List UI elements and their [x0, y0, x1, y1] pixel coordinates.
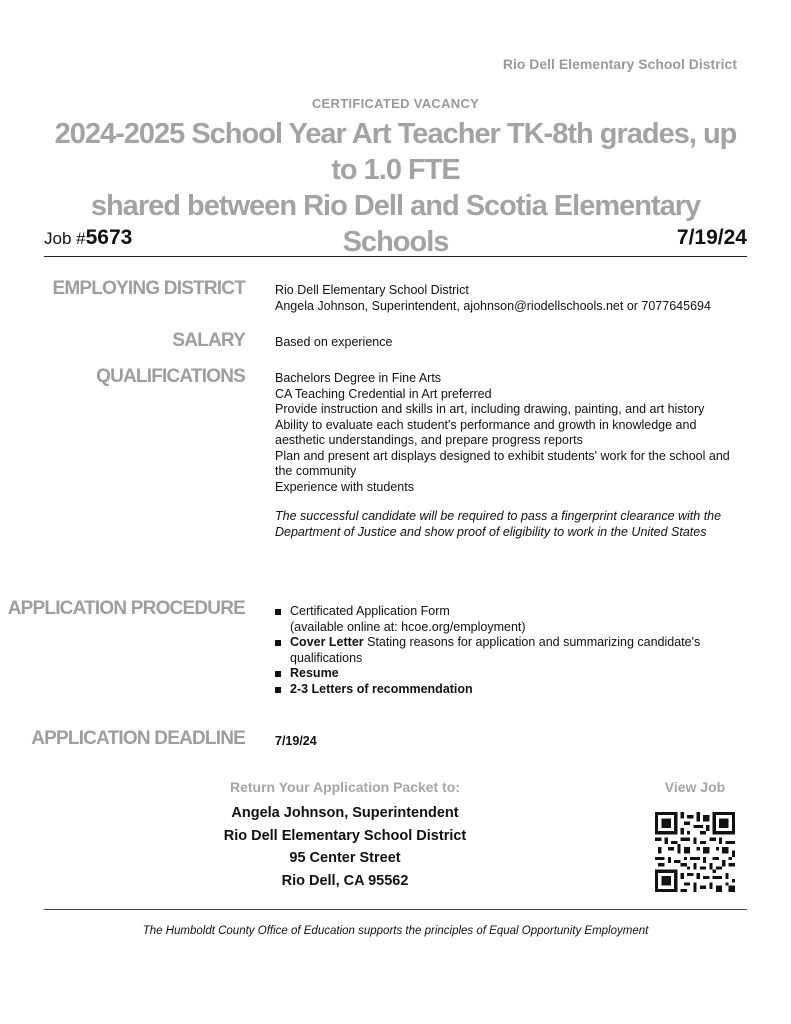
procedure-list	[275, 604, 737, 697]
district-contact: Angela Johnson, Superintendent, ajohnson@riodellschools.net or 7077645694	[275, 298, 711, 313]
qualification-item: Bachelors Degree in Fine Arts	[275, 371, 442, 385]
return-address	[150, 802, 540, 892]
footer-divider	[44, 909, 747, 910]
qualifications-body	[275, 371, 737, 540]
qualification-item: Experience with students	[275, 479, 414, 494]
procedure-item-text: Stating reasons for application and summarizing candidate's qualifications	[290, 635, 701, 665]
title-line-1: 2024-2025 School Year Art Teacher TK-8th grades, up to 1.0 FTE	[54, 118, 737, 186]
procedure-item-cover-letter	[275, 635, 737, 666]
job-number-value: 5673	[85, 226, 133, 249]
procedure-item-bold: 2-3 Letters of recommendation	[290, 681, 473, 696]
application-procedure-body	[275, 604, 737, 697]
district-header: Rio Dell Elementary School District	[502, 56, 737, 72]
view-job-label: View Job	[664, 779, 726, 795]
salary-label: SALARY	[172, 330, 245, 351]
procedure-item-bold: Cover Letter	[290, 635, 364, 649]
application-deadline-value: 7/19/24	[275, 734, 317, 748]
procedure-item-application-form	[275, 604, 737, 635]
qualification-item: Plan and present art displays designed to exhibit students' work for the school and the community	[275, 448, 730, 478]
return-packet-label: Return Your Application Packet to:	[230, 779, 460, 795]
return-name: Angela Johnson, Superintendent	[231, 805, 459, 821]
job-date: 7/19/24	[676, 226, 747, 249]
application-deadline-label: APPLICATION DEADLINE	[31, 728, 245, 749]
qualification-item: Ability to evaluate each student's performance and growth in knowledge and aesthetic understandings, and prepare progress reports	[275, 417, 697, 447]
title-line-2: shared between Rio Dell and Scotia Elementary Schools	[90, 190, 701, 258]
return-street: 95 Center Street	[289, 850, 401, 866]
procedure-item-subtext: (available online at: hcoe.org/employment)	[290, 619, 526, 634]
procedure-item-text: Certificated Application Form	[290, 604, 450, 618]
return-city: Rio Dell, CA 95562	[281, 872, 409, 889]
procedure-item-letters	[275, 682, 737, 698]
qualification-item: Provide instruction and skills in art, including drawing, painting, and art history	[275, 402, 705, 416]
procedure-item-bold: Resume	[290, 666, 339, 680]
fingerprint-note: The successful candidate will be required to pass a fingerprint clearance with the Department of Justice and show proof of eligibility to work in the United States	[275, 509, 722, 539]
vacancy-type: CERTIFICATED VACANCY	[311, 96, 480, 111]
qualification-item: CA Teaching Credential in Art preferred	[275, 386, 492, 401]
district-name: Rio Dell Elementary School District	[275, 283, 469, 297]
salary-value: Based on experience	[275, 335, 393, 349]
employing-district-label: EMPLOYING DISTRICT	[52, 278, 245, 299]
job-number	[44, 226, 132, 250]
job-number-prefix: Job #	[44, 229, 86, 248]
employing-district-body	[275, 283, 737, 314]
procedure-item-resume	[275, 666, 737, 682]
job-info-bar	[44, 226, 747, 257]
return-organization: Rio Dell Elementary School District	[223, 827, 467, 844]
qr-code-icon[interactable]	[655, 812, 735, 892]
application-procedure-label: APPLICATION PROCEDURE	[7, 598, 245, 619]
qualifications-label: QUALIFICATIONS	[96, 366, 245, 387]
footer-statement: The Humboldt County Office of Education supports the principles of Equal Opportunity Employment	[142, 925, 649, 937]
